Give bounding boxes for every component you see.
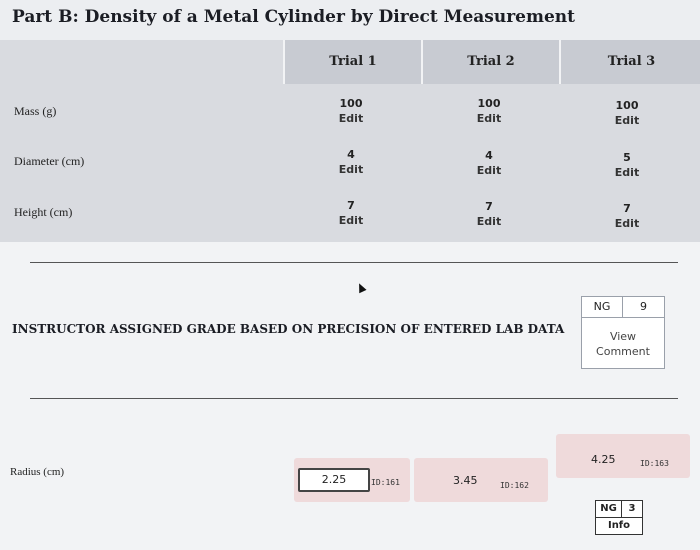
cell-height-trial-1 — [283, 198, 419, 228]
cell-diameter-trial-1 — [283, 147, 419, 177]
radius-input[interactable]: 2.25 — [298, 468, 370, 492]
header-trial-2: Trial 2 — [421, 40, 559, 84]
grade-value: 3 — [628, 503, 636, 514]
edit-button[interactable]: Edit — [338, 163, 364, 176]
row-label-mass: Mass (g) — [14, 104, 57, 118]
divider — [30, 398, 678, 399]
cell-height-trial-3 — [559, 201, 695, 231]
edit-button[interactable]: Edit — [614, 114, 640, 127]
title-bar — [0, 0, 700, 40]
radius-grade-header — [596, 501, 642, 518]
radius-grade-box — [595, 500, 643, 535]
instructor-grade-label: INSTRUCTOR ASSIGNED GRADE BASED ON PRECISION OF ENTERED LAB DATA — [12, 322, 565, 336]
grade-box — [581, 296, 665, 369]
cell-value: 5 — [623, 151, 631, 164]
entry-id: ID:162 — [500, 481, 529, 490]
info-link[interactable]: Info — [607, 520, 631, 531]
measurement-table — [0, 40, 700, 242]
grade-label: NG — [582, 297, 623, 317]
grade-label: NG — [596, 501, 622, 517]
edit-button[interactable]: Edit — [338, 112, 364, 125]
cell-value: 7 — [347, 199, 355, 212]
divider — [30, 262, 678, 263]
cell-mass-trial-1 — [283, 96, 419, 126]
header-trial-3: Trial 3 — [559, 40, 700, 84]
grade-header — [582, 297, 664, 318]
view-comment-link[interactable]: View Comment — [596, 330, 650, 358]
page-title: Part B: Density of a Metal Cylinder by Direct Measurement — [12, 7, 576, 27]
entry-id: ID:163 — [640, 459, 669, 468]
radius-value: 3.45 — [453, 474, 478, 487]
edit-button[interactable]: Edit — [338, 214, 364, 227]
edit-button[interactable]: Edit — [614, 166, 640, 179]
cell-value: 7 — [485, 200, 493, 213]
cell-value: 7 — [623, 202, 631, 215]
cell-diameter-trial-2 — [421, 148, 557, 178]
entry-id: ID:161 — [371, 478, 400, 487]
edit-button[interactable]: Edit — [476, 164, 502, 177]
cell-mass-trial-3 — [559, 98, 695, 128]
cell-value: 100 — [615, 99, 639, 112]
row-label-height: Height (cm) — [14, 205, 73, 219]
row-label-radius: Radius (cm) — [10, 466, 65, 478]
header-trial-1: Trial 1 — [283, 40, 421, 84]
edit-button[interactable]: Edit — [476, 112, 502, 125]
cell-value: 4 — [347, 148, 355, 161]
cell-mass-trial-2 — [421, 96, 557, 126]
radius-entry-3 — [556, 434, 690, 478]
cell-height-trial-2 — [421, 199, 557, 229]
mouse-pointer-icon — [355, 282, 366, 294]
edit-button[interactable]: Edit — [614, 217, 640, 230]
cell-value: 100 — [339, 97, 363, 110]
cell-diameter-trial-3 — [559, 150, 695, 180]
row-label-diameter: Diameter (cm) — [14, 154, 85, 168]
edit-button[interactable]: Edit — [476, 215, 502, 228]
radius-value: 4.25 — [591, 453, 616, 466]
grade-value: 9 — [640, 300, 647, 313]
radius-entry-2 — [414, 458, 548, 502]
cell-value: 4 — [485, 149, 493, 162]
cell-value: 100 — [477, 97, 501, 110]
